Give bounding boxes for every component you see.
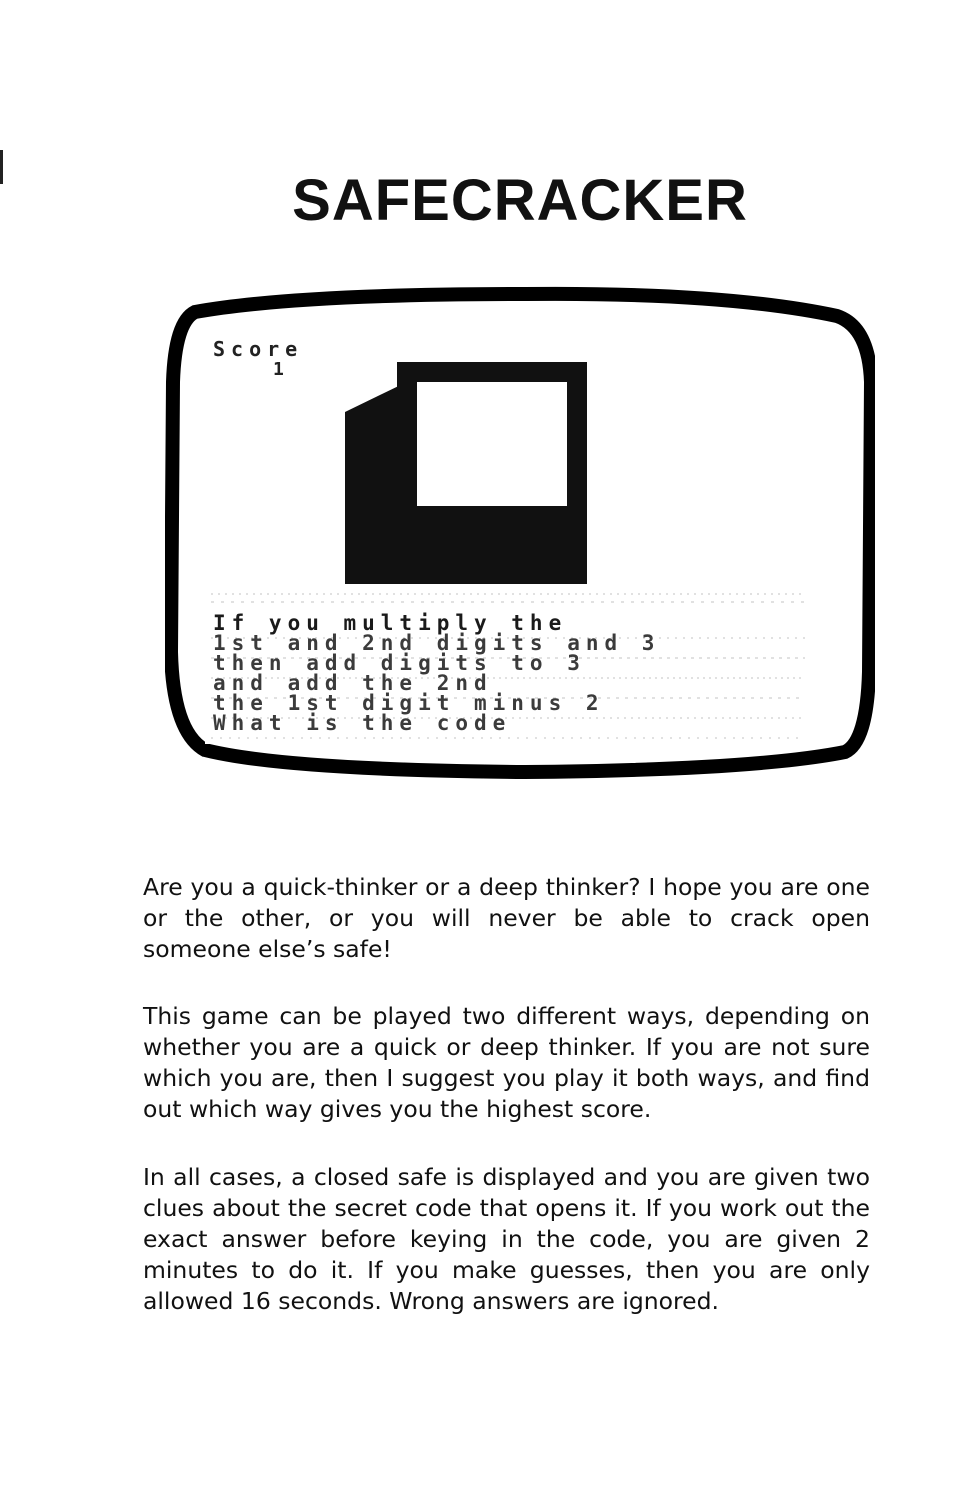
game-screenshot bbox=[165, 272, 875, 790]
score-label: Score bbox=[213, 337, 304, 361]
intro-paragraph: Are you a quick-thinker or a deep thinker? I hope you are one or the other, or you will never be able to crack open someone else’s safe! bbox=[143, 873, 870, 963]
clue-line-1: If you multiply the bbox=[213, 611, 568, 635]
score-value: 1 bbox=[273, 359, 284, 380]
play-modes-paragraph: This game can be played two different ways, depending on whether you are a quick or deep thinker. If you are not sure which you are, then I suggest you play it both ways, and find out which way gives you the highest score. bbox=[143, 1002, 870, 1123]
clue-line-6: What is the code bbox=[213, 711, 512, 735]
clue-line-4: and add the 2nd bbox=[213, 671, 493, 695]
page-title: SAFECRACKER bbox=[292, 167, 748, 233]
clue-line-3: then add digits to 3 bbox=[213, 651, 586, 675]
rules-paragraph: In all cases, a closed safe is displayed and you are given two clues about the secret code that opens it. If you work out the exact answer before keying in the code, you are given 2 minutes to do it. If you make guesses, then you are only allowed 16 seconds. Wrong answers are ignored. bbox=[143, 1163, 870, 1315]
clue-line-5: the 1st digit minus 2 bbox=[213, 691, 605, 715]
safe-interior-bottom bbox=[417, 510, 567, 572]
safe-interior-top bbox=[417, 382, 567, 504]
clue-line-2: 1st and 2nd digits and 3 bbox=[213, 631, 661, 655]
